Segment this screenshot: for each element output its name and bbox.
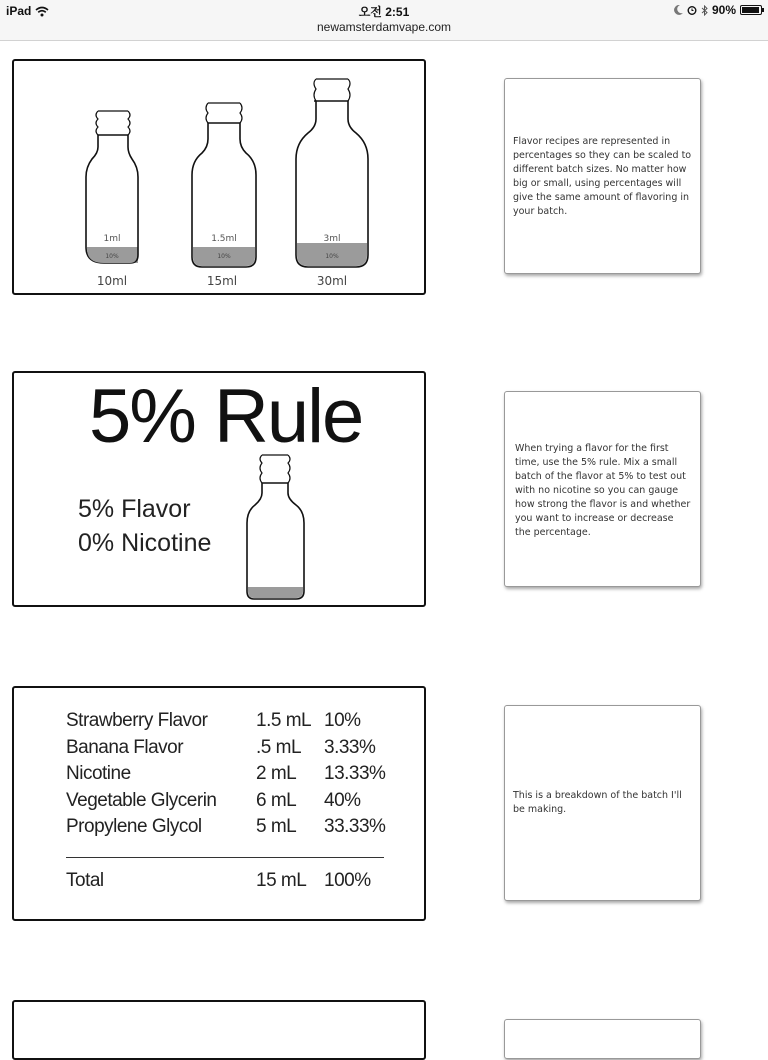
nicotine-percent-line: 0% Nicotine xyxy=(78,529,212,557)
batch-size-illustration xyxy=(12,59,426,295)
device-name: iPad xyxy=(6,4,32,18)
bottle-percent-label: 10% xyxy=(217,253,231,260)
bottle-fill-label: 3ml xyxy=(323,234,341,244)
batch-breakdown-table xyxy=(12,686,426,921)
address-url[interactable]: newamsterdamvape.com xyxy=(316,20,452,34)
total-amount: 15 mL xyxy=(256,870,307,891)
alarm-icon xyxy=(687,5,697,15)
ingredient-name: Propylene Glycol xyxy=(66,816,202,837)
table-row xyxy=(66,763,396,790)
ingredient-name: Banana Flavor xyxy=(66,736,184,758)
battery-percent: 90% xyxy=(711,3,736,17)
ingredient-percent: 13.33% xyxy=(324,763,386,784)
five-percent-rule-illustration xyxy=(12,371,426,607)
note-batch-breakdown xyxy=(504,705,701,901)
bottle-icon xyxy=(238,445,318,605)
bluetooth-icon xyxy=(701,5,708,16)
bottle-fill-label: 1.5ml xyxy=(211,234,237,244)
ingredient-percent: 40% xyxy=(324,789,361,811)
bottle-percent-label: 10% xyxy=(105,253,119,260)
bottles-graphic xyxy=(14,61,424,293)
bottle-fill-label: 1ml xyxy=(103,234,121,244)
battery-icon xyxy=(740,5,762,15)
bottle-size-label: 15ml xyxy=(206,274,238,288)
note-percentages xyxy=(504,78,701,274)
moon-icon xyxy=(674,5,683,15)
total-row xyxy=(66,870,396,897)
next-note-partial xyxy=(504,1019,701,1059)
note-text: This is a breakdown of the batch I'll be making. xyxy=(513,790,682,815)
rule-title: 5% Rule xyxy=(89,374,363,459)
note-text: When trying a flavor for the first time, use the 5% rule. Mix a small batch of the flavor at 5% to test out with no nicotine so you can gauge how strong the flavor is and whether you want to increase or decrease the percentage. xyxy=(515,443,691,538)
ingredient-name: Strawberry Flavor xyxy=(66,710,208,731)
table-divider xyxy=(66,857,384,858)
bottle-percent-label: 10% xyxy=(325,253,339,260)
status-bar xyxy=(0,0,768,41)
ingredient-name: Vegetable Glycerin xyxy=(66,789,217,811)
table-row xyxy=(66,710,396,737)
ingredient-percent: 33.33% xyxy=(324,816,386,837)
total-row-wrap xyxy=(66,870,396,897)
next-panel-partial xyxy=(12,1000,426,1060)
clock: 오전 2:51 xyxy=(358,5,410,19)
ingredient-amount: 6 mL xyxy=(256,789,297,811)
ingredient-percent: 3.33% xyxy=(324,736,376,758)
note-five-percent-rule xyxy=(504,391,701,587)
bottle-size-label: 30ml xyxy=(316,274,348,288)
flavor-percent-line: 5% Flavor xyxy=(78,495,191,523)
ingredient-amount: .5 mL xyxy=(256,736,302,758)
ingredient-amount: 5 mL xyxy=(256,816,297,837)
bottle-size-label: 10ml xyxy=(96,274,128,288)
table-row xyxy=(66,816,396,843)
note-text: Flavor recipes are represented in percentages so they can be scaled to different batch sizes. No matter how big or small, using percentages will give the same amount of flavoring in your batch. xyxy=(513,136,692,217)
status-right xyxy=(674,3,762,17)
table-row xyxy=(66,790,396,817)
ingredient-amount: 1.5 mL xyxy=(256,710,312,731)
total-label: Total xyxy=(66,870,104,891)
ingredient-name: Nicotine xyxy=(66,763,131,784)
ingredient-percent: 10% xyxy=(324,710,361,731)
table-row xyxy=(66,737,396,764)
total-percent: 100% xyxy=(324,870,371,891)
ingredient-table xyxy=(66,710,396,843)
ingredient-amount: 2 mL xyxy=(256,763,297,784)
